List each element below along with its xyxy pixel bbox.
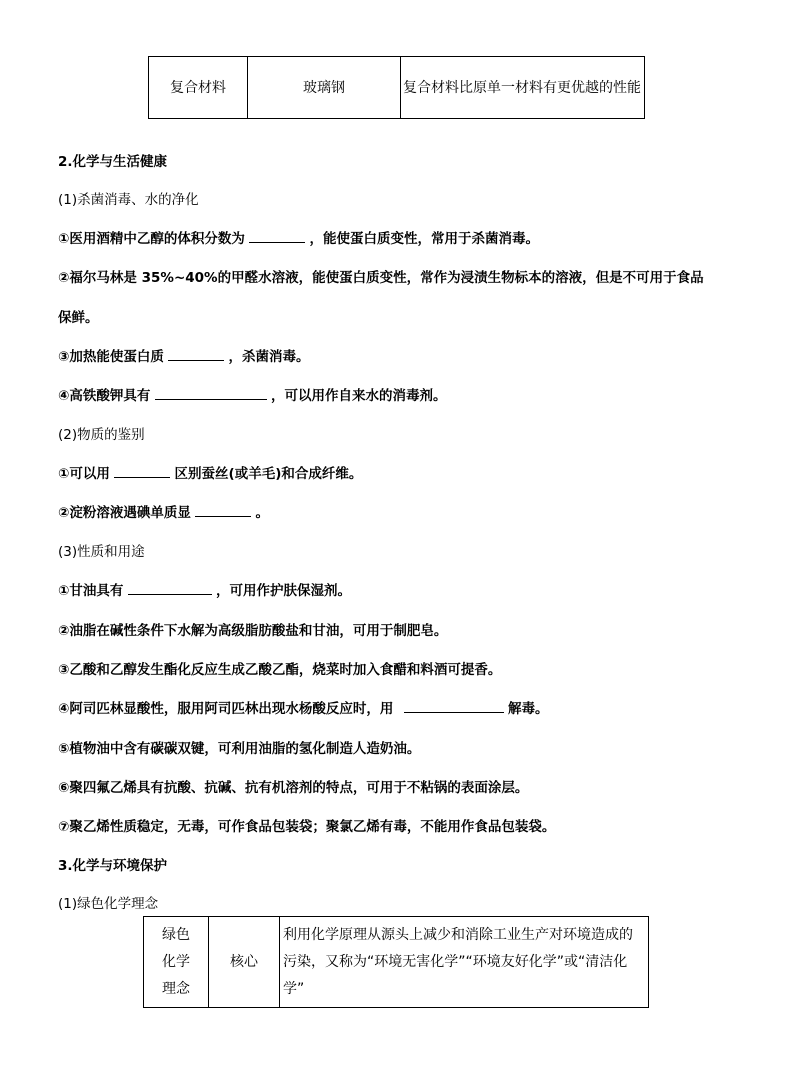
concept-label-cell (144, 917, 209, 1008)
subsection-disinfection: (1)杀菌消毒、水的净化 (58, 192, 199, 208)
item-polyethylene: ⑦聚乙烯性质稳定，无毒，可作食品包装袋；聚氯乙烯有毒，不能用作食品包装袋。 (58, 819, 556, 835)
item-starch (58, 501, 269, 521)
item-text: ①甘油具有 (58, 583, 124, 599)
concept-desc-cell: 利用化学原理从源头上减少和消除工业生产对环境造成的污染，又称为“环境无害化学”“环境友好化学”或“清洁化学” (280, 917, 649, 1008)
item-text: ①可以用 (58, 466, 110, 482)
item-text: ②淀粉溶液遇碘单质显 (58, 505, 191, 521)
answer-blank[interactable] (404, 698, 504, 713)
item-text: ③加热能使蛋白质 (58, 349, 164, 365)
item-silk (58, 462, 362, 482)
item-formalin-line1: ②福尔马林是 35%~40%的甲醛水溶液，能使蛋白质变性，常作为浸渍生物标本的溶液，但是不可用于食品 (58, 270, 704, 286)
item-text: 。 (255, 505, 270, 521)
answer-blank[interactable] (155, 385, 267, 400)
item-text: 区别蚕丝(或羊毛)和合成纤维。 (174, 466, 363, 482)
answer-blank[interactable] (195, 502, 251, 517)
green-chemistry-table (143, 916, 649, 1008)
item-text: ④阿司匹林显酸性，服用阿司匹林出现水杨酸反应时，用 (58, 701, 394, 717)
item-margarine: ⑤植物油中含有碳碳双键，可利用油脂的氢化制造人造奶油。 (58, 741, 421, 757)
table-row (149, 57, 645, 119)
concept-label-line: 理念 (162, 980, 190, 997)
item-aspirin (58, 697, 549, 717)
concept-label-line: 绿色 (162, 926, 190, 943)
material-example-cell: 玻璃钢 (248, 57, 401, 119)
concept-key-cell: 核心 (209, 917, 280, 1008)
item-text: ①医用酒精中乙醇的体积分数为 (58, 231, 245, 247)
answer-blank[interactable] (128, 580, 212, 595)
item-text: 解毒。 (508, 701, 549, 717)
item-text: ，可以用作自来水的消毒剂。 (271, 388, 447, 404)
subsection-identification: (2)物质的鉴别 (58, 427, 145, 443)
item-soap: ②油脂在碱性条件下水解为高级脂肪酸盐和甘油，可用于制肥皂。 (58, 623, 448, 639)
concept-label-line: 化学 (162, 953, 190, 970)
item-text: ④高铁酸钾具有 (58, 388, 151, 404)
item-ptfe: ⑥聚四氟乙烯具有抗酸、抗碱、抗有机溶剂的特点，可用于不粘锅的表面涂层。 (58, 780, 529, 796)
answer-blank[interactable] (168, 346, 224, 361)
section-2-heading: 2.化学与生活健康 (58, 154, 168, 170)
item-ester: ③乙酸和乙醇发生酯化反应生成乙酸乙酯，烧菜时加入食醋和料酒可提香。 (58, 662, 502, 678)
item-text: ，可用作护肤保湿剂。 (216, 583, 352, 599)
item-text: ，能使蛋白质变性，常用于杀菌消毒。 (309, 231, 540, 247)
material-category-cell: 复合材料 (149, 57, 248, 119)
subsection-green-chemistry: (1)绿色化学理念 (58, 896, 159, 912)
material-note-cell: 复合材料比原单一材料有更优越的性能 (401, 57, 645, 119)
item-formalin-line2: 保鲜。 (58, 310, 99, 326)
item-ferrate (58, 384, 447, 404)
subsection-properties: (3)性质和用途 (58, 544, 145, 560)
answer-blank[interactable] (114, 463, 170, 478)
item-glycerol (58, 579, 351, 599)
table-row (144, 917, 649, 1008)
item-heating (58, 345, 310, 365)
item-text: ，杀菌消毒。 (228, 349, 310, 365)
materials-table (148, 56, 645, 119)
answer-blank[interactable] (249, 228, 305, 243)
item-alcohol (58, 227, 539, 247)
section-3-heading: 3.化学与环境保护 (58, 858, 168, 874)
